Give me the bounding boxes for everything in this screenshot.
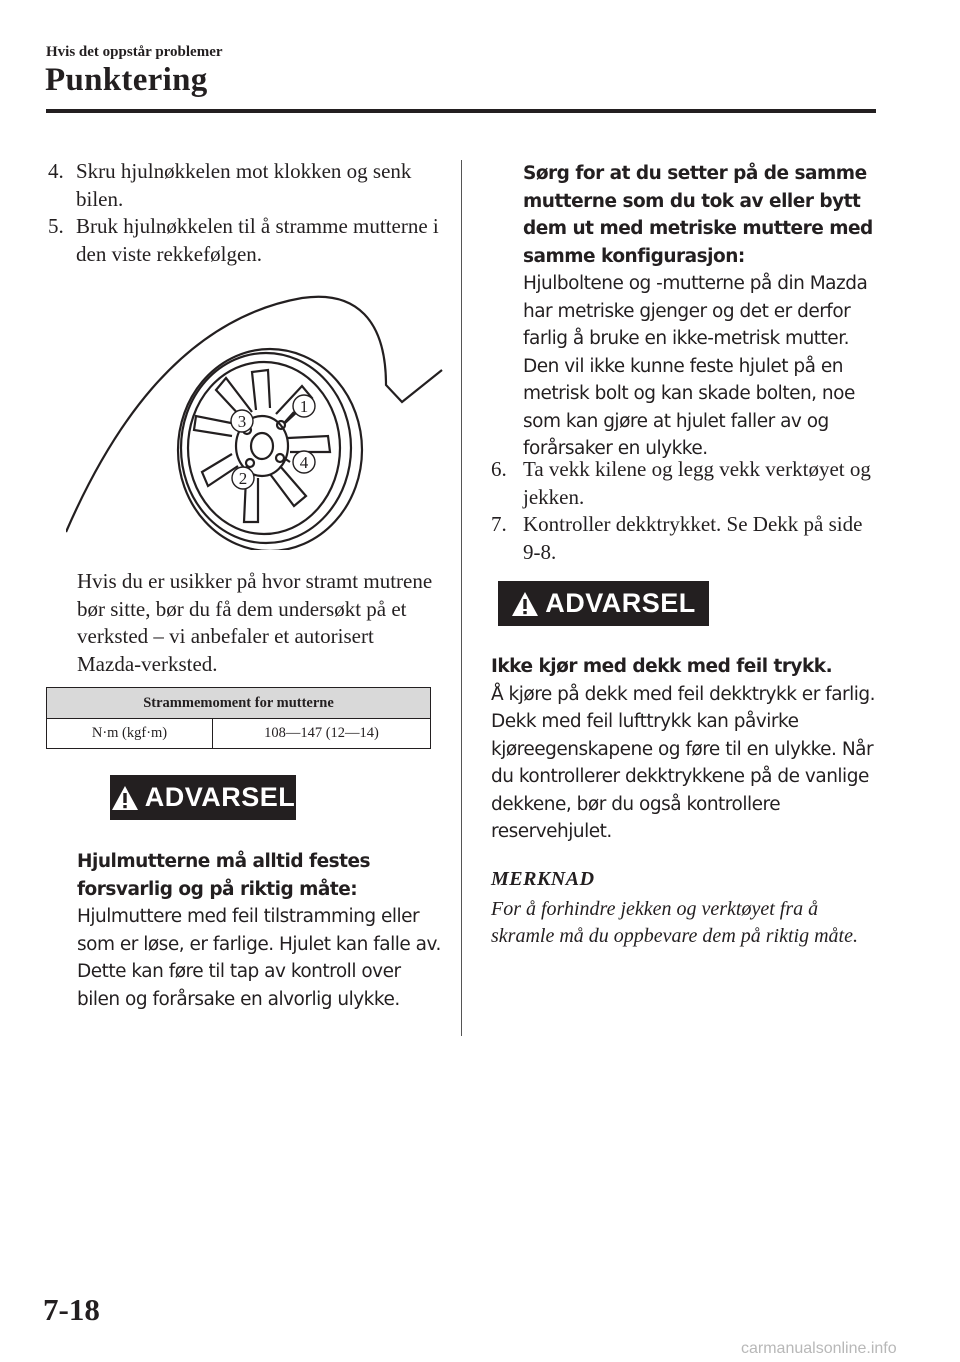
warning-triangle-icon — [511, 591, 539, 617]
note-body: For å forhindre jekken og verktøyet fra å skramle må du oppbevare dem på riktig måte. — [491, 898, 858, 947]
warning-title: Hjulmutterne må alltid festes forsvarlig og på riktig måte: — [77, 851, 371, 900]
page-title: Punktering — [45, 62, 208, 98]
warning-text-left — [77, 848, 443, 1013]
right-steps — [491, 456, 876, 566]
warning-title: Ikke kjør med dekk med feil trykk. — [491, 656, 833, 677]
note-heading: MERKNAD — [491, 868, 595, 890]
torque-unit: N·m (kgf·m) — [47, 719, 213, 749]
torque-table — [46, 687, 431, 749]
warning-body: Hjulmuttere med feil tilstramming eller som er løse, er farlige. Hjulet kan falle av. Dette kan føre til tap av kontroll over bilen og forårsake en alvorlig ulykke. — [77, 906, 441, 1010]
left-column — [48, 158, 440, 268]
warning-title: Sørg for at du setter på de samme mutterne som du tok av eller bytt dem ut med metriske muttere med samme konfigurasjon: — [523, 163, 873, 267]
warning-triangle-icon — [111, 785, 139, 811]
warning-continued — [523, 160, 888, 463]
step-text: Kontroller dekktrykket. Se Dekk på side 9-8. — [523, 512, 863, 564]
step-7 — [491, 511, 876, 566]
warning-body: Å kjøre på dekk med feil dekktrykk er farlig. Dekk med feil lufttrykk kan påvirke kjøreegenskapene og føre til en ulykke. Når du kontrollerer dekktrykkene på de vanlige dekkene, bør du også kontrollere reservehjulet. — [491, 683, 876, 842]
torque-value: 108—147 (12—14) — [213, 719, 431, 749]
warning-text-right — [491, 653, 883, 846]
rim-outline — [188, 362, 340, 534]
fender-outline — [66, 297, 442, 532]
warning-badge — [110, 775, 296, 820]
step-6 — [491, 456, 876, 511]
step-5 — [48, 213, 440, 268]
torque-advice-paragraph: Hvis du er usikker på hvor stramt mutrene bør sitte, bør du få dem undersøkt på et verksted – vi anbefaler et autorisert Mazda-verksted. — [77, 569, 433, 676]
step-text: Skru hjulnøkkelen mot klokken og senk bilen. — [76, 159, 412, 211]
watermark: carmanualsonline.info — [741, 1340, 897, 1357]
section-heading: Hvis det oppstår problemer — [46, 44, 223, 60]
page-number: 7-18 — [43, 1292, 100, 1327]
wheel-nut-order-illustration — [66, 290, 444, 550]
warning-label: ADVARSEL — [144, 782, 296, 812]
step-number: 5. — [48, 214, 64, 238]
torque-table-header: Strammemoment for mutterne — [47, 688, 431, 719]
nut-label: 2 — [238, 469, 248, 488]
tire-outline — [178, 349, 362, 550]
step-number: 7. — [491, 512, 507, 536]
step-text: Ta vekk kilene og legg vekk verktøyet og jekken. — [523, 457, 871, 509]
column-divider — [461, 160, 462, 1036]
step-number: 4. — [48, 159, 64, 183]
step-text: Bruk hjulnøkkelen til å stramme mutterne i den viste rekkefølgen. — [76, 214, 439, 266]
nut-label: 4 — [299, 453, 309, 472]
nut-label: 1 — [299, 397, 309, 416]
warning-badge — [498, 581, 709, 626]
step-4 — [48, 158, 440, 213]
warning-label: ADVARSEL — [545, 588, 696, 618]
header-rule — [46, 109, 876, 113]
table-row — [47, 719, 431, 749]
step-number: 6. — [491, 457, 507, 481]
warning-body: Hjulboltene og -mutterne på din Mazda har metriske gjenger og det er derfor farlig å bruke en ikke-metrisk mutter. Den vil ikke kunne feste hjulet på en metrisk bolt og kan skade bolten, noe som kan gjøre at hjulet faller av og forårsaker en ulykke. — [523, 273, 868, 459]
nut-4 — [276, 454, 284, 462]
nut-label: 3 — [237, 412, 247, 431]
